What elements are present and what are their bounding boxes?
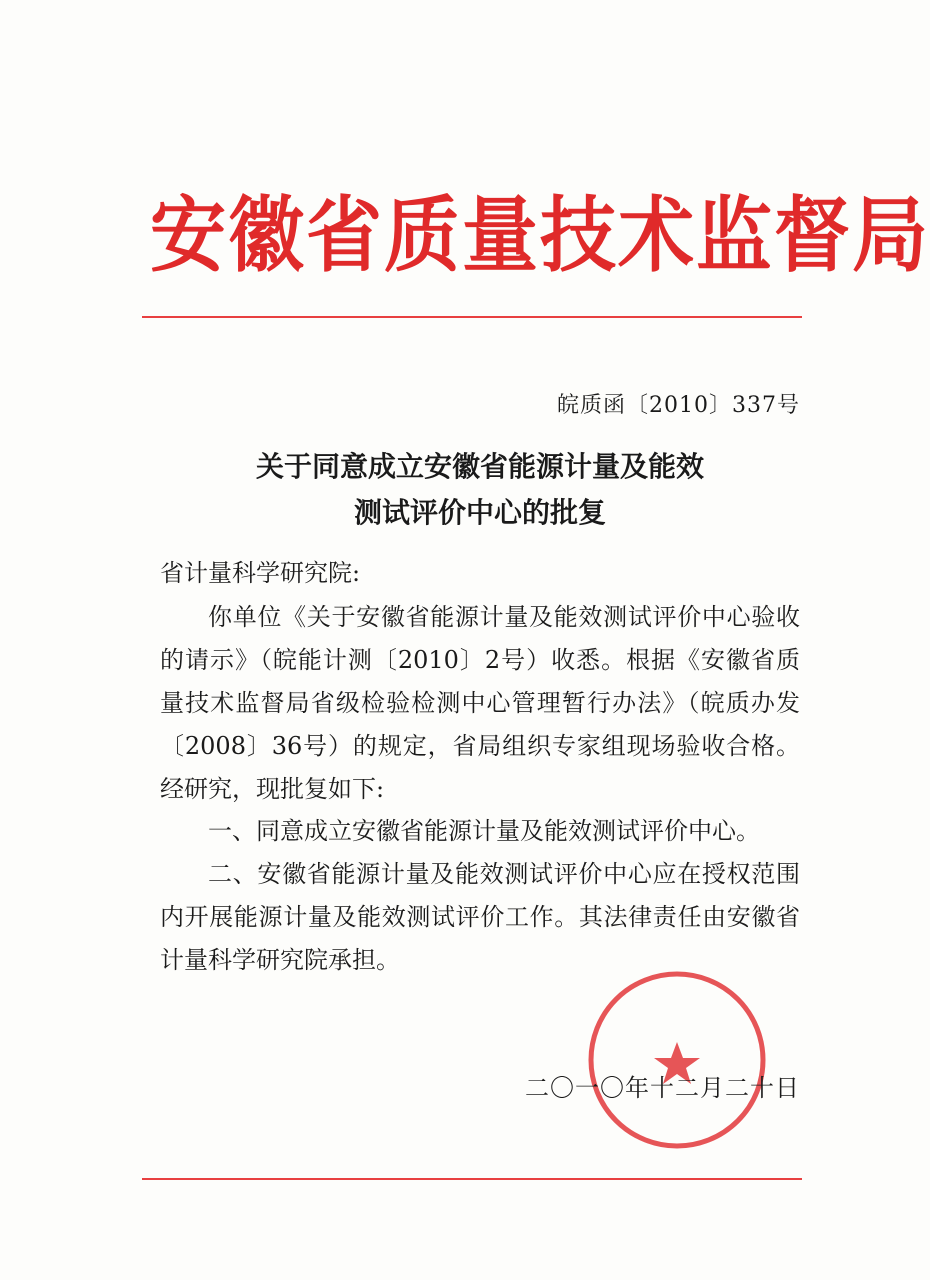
footer-red-rule (142, 1178, 802, 1180)
title-line-1: 关于同意成立安徽省能源计量及能效 (255, 450, 704, 483)
decision-item-1: 一、同意成立安徽省能源计量及能效测试评价中心。 (208, 817, 760, 845)
letterhead-red-rule (142, 316, 802, 318)
letterhead-title: 安徽省质量技术监督局 (150, 186, 930, 283)
official-seal (585, 968, 769, 1152)
title-line-2: 测试评价中心的批复 (353, 496, 606, 529)
issue-date: 二〇一〇年十二月二十日 (525, 1074, 800, 1102)
seal-icon (585, 968, 769, 1152)
addressee: 省计量科学研究院: (160, 559, 361, 587)
decision-item-2: 二、安徽省能源计量及能效测试评价中心应在授权范围内开展能源计量及能效测试评价工作。其法律责任由安徽省计量科学研究院承担。 (160, 860, 800, 974)
body-paragraph: 你单位《关于安徽省能源计量及能效测试评价中心验收的请示》（皖能计测〔2010〕2号）收悉。根据《安徽省质量技术监督局省级检验检测中心管理暂行办法》（皖质办发〔2008〕36号）的规定，省局组织专家组现场验收合格。经研究，现批复如下: (160, 603, 800, 803)
document-number: 皖质函〔2010〕337号 (557, 393, 800, 418)
document-title (150, 444, 810, 536)
